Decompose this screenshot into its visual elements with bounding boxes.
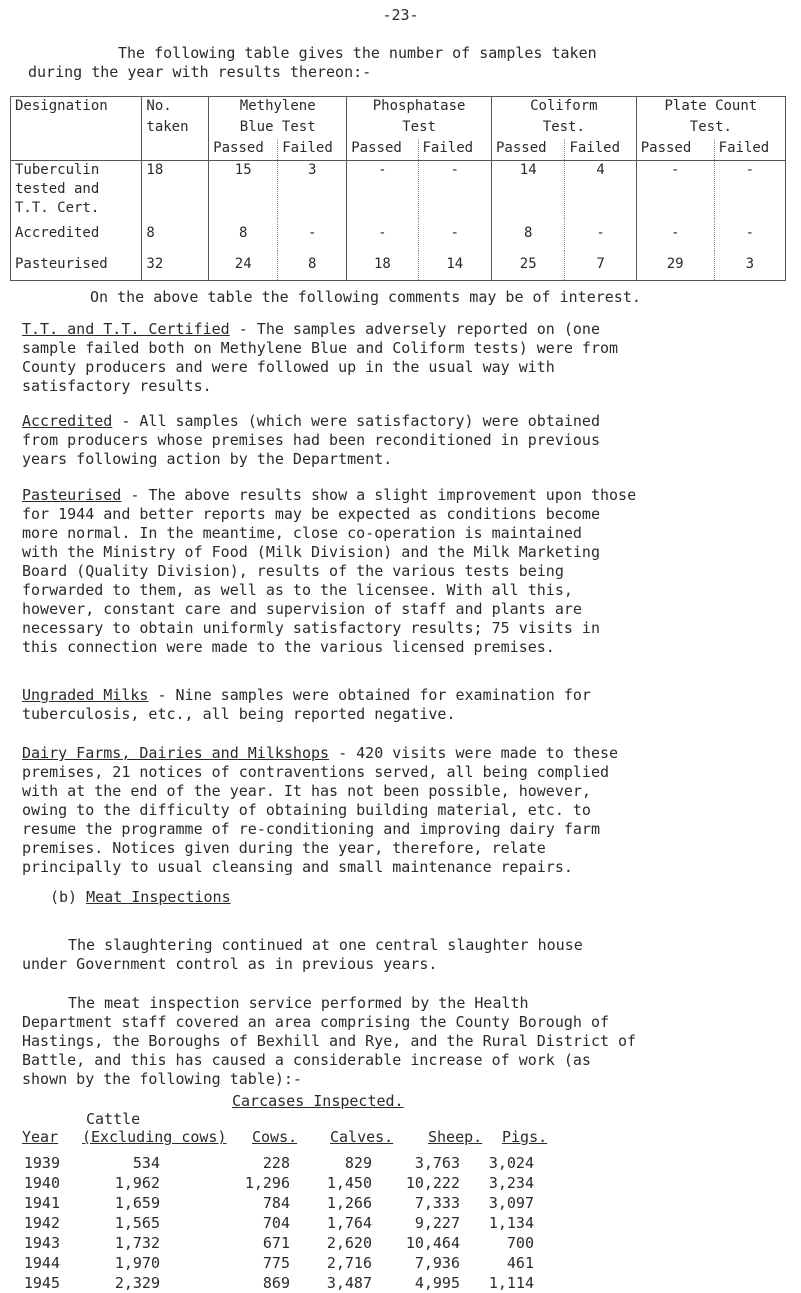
header-taken: taken — [142, 118, 209, 139]
paragraph-line: this connection were made to the various licensed premises. — [22, 638, 555, 656]
comments-intro: On the above table the following comments may be of interest. — [90, 288, 641, 306]
cell-ph-passed: 18 — [347, 251, 418, 281]
paragraph-line: - The samples adversely reported on (one — [229, 320, 600, 338]
table-row — [20, 1213, 534, 1233]
paragraph-meat — [22, 994, 782, 1089]
designation-line: T.T. Cert. — [15, 200, 100, 216]
cell-pigs: 3,097 — [488, 1193, 534, 1212]
paragraph-line: Battle, and this has caused a considerable increase of work (as — [22, 1051, 591, 1069]
cell-cows: 775 — [262, 1253, 290, 1272]
header-plate-test: Test. — [636, 118, 785, 139]
paragraph-line: - The above results show a slight improvement upon those — [121, 486, 637, 504]
paragraph-line: necessary to obtain uniformly satisfactory results; 75 visits in — [22, 619, 600, 637]
cell-cows: 869 — [262, 1273, 290, 1292]
paragraph-line: resume the programme of re-conditioning and improving dairy farm — [22, 820, 600, 838]
designation-line: Pasteurised — [11, 251, 142, 281]
header-passed: Passed — [209, 139, 278, 161]
cell-calves: 1,764 — [326, 1213, 372, 1232]
cell-pc-failed: - — [714, 161, 785, 219]
cell-cattle: 1,659 — [114, 1193, 160, 1212]
header-methylene-test: Blue Test — [209, 118, 347, 139]
cell-cattle: 1,732 — [114, 1233, 160, 1252]
cell-mb-failed: - — [278, 218, 347, 251]
paragraph-line: Hastings, the Boroughs of Bexhill and Rye, and the Rural District of — [22, 1032, 637, 1050]
header-methylene: Methylene — [209, 97, 347, 119]
cell-cows: 228 — [262, 1153, 290, 1172]
table-header-row — [11, 118, 786, 139]
paragraph-line: for 1944 and better reports may be expected as conditions become — [22, 505, 600, 523]
table-row — [20, 1253, 534, 1273]
header-designation: Designation — [11, 97, 142, 119]
header-passed: Passed — [636, 139, 714, 161]
header-phosphatase-test: Test — [347, 118, 492, 139]
cell-cows: 671 — [262, 1233, 290, 1252]
paragraph-line: - Nine samples were obtained for examination for — [148, 686, 591, 704]
paragraph-line: with at the end of the year. It has not been possible, however, — [22, 782, 591, 800]
paragraph-heading: Ungraded Milks — [22, 686, 149, 704]
paragraph-line: The slaughtering continued at one central slaughter house — [68, 936, 583, 954]
cell-taken: 8 — [142, 218, 209, 251]
cell-cows: 784 — [262, 1193, 290, 1212]
table-row — [11, 251, 786, 281]
header-passed: Passed — [491, 139, 564, 161]
paragraph-accredited — [22, 412, 782, 469]
header-failed: Failed — [714, 139, 785, 161]
header-failed: Failed — [565, 139, 636, 161]
cell-ph-passed: - — [347, 218, 418, 251]
header-no: No. — [142, 97, 209, 119]
cell-pc-passed: 29 — [636, 251, 714, 281]
paragraph-line: however, constant care and supervision of staff and plants are — [22, 600, 582, 618]
cell-sheep: 7,333 — [414, 1193, 460, 1212]
cell-sheep: 10,464 — [405, 1233, 460, 1252]
carcases-header-pigs: Pigs. — [502, 1128, 548, 1146]
header-plate-count: Plate Count — [636, 97, 785, 119]
cell-cows: 1,296 — [244, 1173, 290, 1192]
cell-pigs: 700 — [506, 1233, 534, 1252]
cell-sheep: 7,936 — [414, 1253, 460, 1272]
paragraph-line: premises, 21 notices of contraventions served, all being complied — [22, 763, 609, 781]
cell-ph-failed: - — [418, 218, 491, 251]
intro-line: during the year with results thereon:- — [28, 63, 372, 81]
carcases-header-cattle: Cattle — [86, 1110, 141, 1128]
cell-cattle: 534 — [132, 1153, 160, 1172]
paragraph-line: under Government control as in previous years. — [22, 955, 438, 973]
cell-ph-failed: - — [418, 161, 491, 219]
cell-year: 1940 — [23, 1173, 60, 1192]
designation-line: Tuberculin — [15, 162, 100, 178]
cell-co-failed: - — [565, 218, 636, 251]
header-coliform: Coliform — [491, 97, 636, 119]
cell-cows: 704 — [262, 1213, 290, 1232]
table-row — [20, 1273, 534, 1293]
cell-mb-passed: 8 — [209, 218, 278, 251]
paragraph-heading: T.T. and T.T. Certified — [22, 320, 230, 338]
cell-sheep: 10,222 — [405, 1173, 460, 1192]
carcases-header-cows: Cows. — [252, 1128, 298, 1146]
paragraph-line: more normal. In the meantime, close co-operation is maintained — [22, 524, 582, 542]
paragraph-line: - 420 visits were made to these — [329, 744, 619, 762]
paragraph-ungraded — [22, 686, 782, 724]
cell-co-passed: 25 — [491, 251, 564, 281]
cell-year: 1943 — [23, 1233, 60, 1252]
cell-co-passed: 8 — [491, 218, 564, 251]
cell-taken: 32 — [142, 251, 209, 281]
cell-year: 1942 — [23, 1213, 60, 1232]
cell-pigs: 461 — [506, 1253, 534, 1272]
meat-heading — [50, 888, 801, 907]
paragraph-pasteurised — [22, 486, 782, 657]
paragraph-line: premises. Notices given during the year, therefore, relate — [22, 839, 546, 857]
carcases-header-year: Year — [22, 1128, 59, 1146]
paragraph-heading: Pasteurised — [22, 486, 122, 504]
cell-sheep: 4,995 — [414, 1273, 460, 1292]
cell-cattle: 2,329 — [114, 1273, 160, 1292]
cell-calves: 2,716 — [326, 1253, 372, 1272]
carcases-table — [20, 1153, 534, 1293]
header-failed: Failed — [418, 139, 491, 161]
designation-line: Accredited — [11, 218, 142, 251]
paragraph-line: from producers whose premises had been reconditioned in previous — [22, 431, 600, 449]
header-failed: Failed — [278, 139, 347, 161]
cell-pigs: 1,134 — [488, 1213, 534, 1232]
cell-year: 1939 — [23, 1153, 60, 1172]
header-phosphatase: Phosphatase — [347, 97, 492, 119]
paragraph-line: with the Ministry of Food (Milk Division) and the Milk Marketing — [22, 543, 600, 561]
cell-mb-failed: 8 — [278, 251, 347, 281]
cell-mb-passed: 15 — [209, 161, 278, 219]
cell-mb-failed: 3 — [278, 161, 347, 219]
designation-line: tested and — [15, 181, 100, 197]
cell-pc-passed: - — [636, 218, 714, 251]
page-number: -23- — [382, 6, 419, 24]
paragraph-line: sample failed both on Methylene Blue and Coliform tests) were from — [22, 339, 619, 357]
samples-table — [10, 96, 786, 281]
intro-line: The following table gives the number of samples taken — [118, 44, 597, 62]
section-label: (b) — [50, 888, 78, 906]
cell-pc-passed: - — [636, 161, 714, 219]
header-passed: Passed — [347, 139, 418, 161]
cell-mb-passed: 24 — [209, 251, 278, 281]
cell-co-failed: 4 — [565, 161, 636, 219]
carcases-header-sheep: Sheep. — [428, 1128, 483, 1146]
header-coliform-test: Test. — [491, 118, 636, 139]
table-row — [20, 1233, 534, 1253]
carcases-header-cattle-excl: (Excluding cows) — [82, 1128, 227, 1146]
paragraph-heading: Dairy Farms, Dairies and Milkshops — [22, 744, 330, 762]
cell-ph-failed: 14 — [418, 251, 491, 281]
table-row — [20, 1153, 534, 1173]
table-row — [20, 1173, 534, 1193]
paragraph-line: satisfactory results. — [22, 377, 212, 395]
cell-year: 1945 — [23, 1273, 60, 1292]
paragraph-slaughter — [22, 936, 782, 974]
paragraph-line: County producers and were followed up in the usual way with — [22, 358, 555, 376]
cell-taken: 18 — [142, 161, 209, 219]
carcases-header-calves: Calves. — [330, 1128, 394, 1146]
cell-co-passed: 14 — [491, 161, 564, 219]
paragraph-line: principally to usual cleansing and small maintenance repairs. — [22, 858, 573, 876]
table-header-row — [11, 97, 786, 119]
cell-calves: 3,487 — [326, 1273, 372, 1292]
paragraph-tt — [22, 320, 782, 396]
cell-calves: 1,266 — [326, 1193, 372, 1212]
paragraph-line: The meat inspection service performed by the Health — [68, 994, 529, 1012]
paragraph-line: Department staff covered an area comprising the County Borough of — [22, 1013, 609, 1031]
cell-cattle: 1,565 — [114, 1213, 160, 1232]
cell-sheep: 3,763 — [414, 1153, 460, 1172]
table-subheader-row — [11, 139, 786, 161]
intro-text — [28, 44, 748, 82]
cell-calves: 829 — [344, 1153, 372, 1172]
carcases-title: Carcases Inspected. — [232, 1092, 404, 1110]
paragraph-line: forwarded to them, as well as to the licensee. With all this, — [22, 581, 573, 599]
cell-pc-failed: - — [714, 218, 785, 251]
table-row — [11, 218, 786, 251]
paragraph-line: tuberculosis, etc., all being reported negative. — [22, 705, 456, 723]
cell-cattle: 1,970 — [114, 1253, 160, 1272]
paragraph-line: owing to the difficulty of obtaining building material, etc. to — [22, 801, 591, 819]
cell-calves: 2,620 — [326, 1233, 372, 1252]
paragraph-line: years following action by the Department. — [22, 450, 393, 468]
cell-pc-failed: 3 — [714, 251, 785, 281]
paragraph-heading: Accredited — [22, 412, 113, 430]
paragraph-line: - All samples (which were satisfactory) were obtained — [112, 412, 600, 430]
cell-year: 1941 — [23, 1193, 60, 1212]
cell-pigs: 1,114 — [488, 1273, 534, 1292]
table-row — [11, 161, 786, 219]
cell-ph-passed: - — [347, 161, 418, 219]
paragraph-line: Board (Quality Division), results of the various tests being — [22, 562, 564, 580]
table-row — [20, 1193, 534, 1213]
paragraph-line: shown by the following table):- — [22, 1070, 302, 1088]
cell-pigs: 3,234 — [488, 1173, 534, 1192]
paragraph-dairy — [22, 744, 782, 877]
section-heading: Meat Inspections — [86, 888, 231, 906]
cell-co-failed: 7 — [565, 251, 636, 281]
cell-sheep: 9,227 — [414, 1213, 460, 1232]
cell-cattle: 1,962 — [114, 1173, 160, 1192]
cell-pigs: 3,024 — [488, 1153, 534, 1172]
cell-year: 1944 — [23, 1253, 60, 1272]
cell-calves: 1,450 — [326, 1173, 372, 1192]
